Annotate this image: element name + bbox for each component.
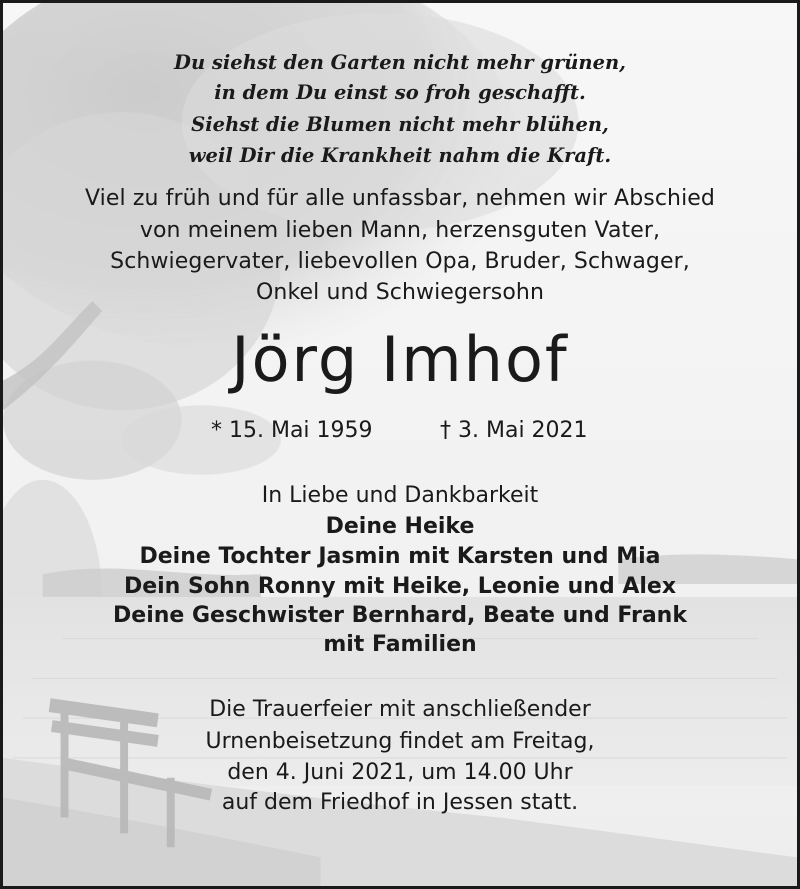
funeral-info-line: Die Trauerfeier mit anschließender: [209, 697, 591, 722]
intro-line: Schwiegervater, liebevollen Opa, Bruder, Schwager,: [110, 249, 690, 274]
intro-line: von meinem lieben Mann, herzensguten Vater,: [139, 218, 661, 243]
funeral-info-line: den 4. Juni 2021, um 14.00 Uhr: [227, 760, 573, 785]
poem-line: Du siehst den Garten nicht mehr grünen,: [174, 51, 626, 74]
funeral-info-line: Urnenbeisetzung findet am Freitag,: [205, 729, 595, 754]
obituary-text: [3, 3, 797, 886]
deceased-name: Jörg Imhof: [231, 323, 569, 396]
birth-date: * 15. Mai 1959: [211, 418, 373, 443]
intro-line: Viel zu früh und für alle unfassbar, nehmen wir Abschied: [85, 186, 715, 211]
poem-line: Siehst die Blumen nicht mehr blühen,: [191, 113, 609, 136]
poem-line: weil Dir die Krankheit nahm die Kraft.: [188, 144, 612, 167]
death-date: † 3. Mai 2021: [440, 418, 588, 443]
funeral-info-line: auf dem Friedhof in Jessen statt.: [221, 790, 579, 815]
life-dates: [3, 418, 797, 452]
mourner-line: Dein Sohn Ronny mit Heike, Leonie und Alex: [123, 574, 677, 599]
mourner-line: Deine Tochter Jasmin mit Karsten und Mia: [139, 544, 661, 569]
poem-line: in dem Du einst so froh geschafft.: [214, 81, 586, 104]
dedication: In Liebe und Dankbarkeit: [261, 483, 539, 508]
mourner-line: Deine Geschwister Bernhard, Beate und Frank: [113, 603, 687, 628]
intro-line: Onkel und Schwiegersohn: [256, 280, 544, 305]
mourner-line: Deine Heike: [325, 514, 475, 539]
mourner-line: mit Familien: [323, 632, 477, 657]
